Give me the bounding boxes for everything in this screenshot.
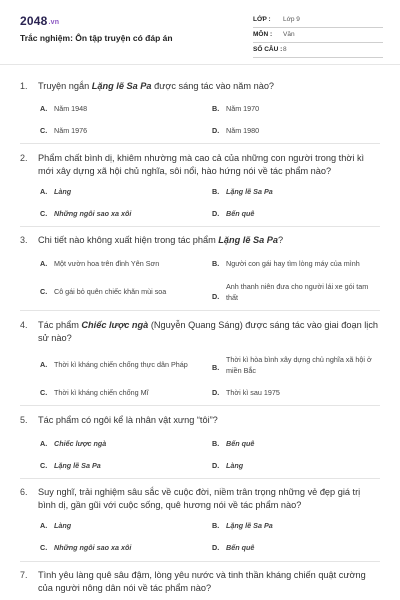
question-divider bbox=[20, 310, 380, 311]
question-number: 4. bbox=[20, 320, 28, 330]
question-number: 5. bbox=[20, 415, 28, 425]
option-text: Thời kì hòa bình xây dựng chủ nghĩa xã hội ở miền Bắc bbox=[226, 355, 372, 375]
option-text: Những ngôi sao xa xôi bbox=[54, 543, 132, 552]
question-text-part: Tác phẩm có ngôi kể là nhân vật xưng “tôi”? bbox=[38, 415, 218, 425]
meta-grade-value: Lớp 9 bbox=[283, 16, 300, 23]
meta-subject-label: MÔN : bbox=[253, 31, 273, 38]
option-text: Năm 1970 bbox=[226, 104, 260, 113]
option-text: Lặng lẽ Sa Pa bbox=[226, 187, 273, 196]
question-text bbox=[20, 152, 380, 178]
question-text bbox=[20, 486, 380, 512]
option-letter: D. bbox=[212, 209, 220, 218]
option-text: Năm 1976 bbox=[54, 126, 88, 135]
option-letter: A. bbox=[40, 521, 48, 530]
option-text: Bến quê bbox=[226, 209, 255, 218]
work-title: Lặng lẽ Sa Pa bbox=[218, 235, 279, 245]
option-text: Thời kì kháng chiến chống Mĩ bbox=[54, 388, 149, 397]
question-number: 7. bbox=[20, 570, 28, 580]
option-letter: D. bbox=[212, 461, 220, 470]
meta-grade bbox=[253, 14, 383, 28]
option-letter: B. bbox=[212, 439, 220, 448]
question-4 bbox=[20, 319, 380, 345]
option-letter: C. bbox=[40, 287, 48, 296]
meta-subject bbox=[253, 29, 383, 43]
option-letter: A. bbox=[40, 360, 48, 369]
question-divider bbox=[20, 405, 380, 406]
option-letter: A. bbox=[40, 259, 48, 268]
question-number: 1. bbox=[20, 81, 28, 91]
question-text bbox=[20, 569, 380, 595]
question-text bbox=[20, 80, 380, 93]
question-number: 2. bbox=[20, 153, 28, 163]
option-letter: A. bbox=[40, 187, 48, 196]
question-3 bbox=[20, 234, 380, 247]
option-text: Bến quê bbox=[226, 543, 255, 552]
option-text: Năm 1948 bbox=[54, 104, 88, 113]
question-7 bbox=[20, 569, 380, 595]
question-text-part: (Nguyễn Quang Sáng) được sáng tác vào giai đoạn lịch sử nào? bbox=[38, 320, 379, 343]
question-number: 6. bbox=[20, 487, 28, 497]
option-letter: C. bbox=[40, 126, 48, 135]
option-text: Năm 1980 bbox=[226, 126, 260, 135]
question-text-part: Suy nghĩ, trải nghiệm sâu sắc về cuộc đời, niềm trân trọng những vẻ đẹp giá trị bình dị, gần gũi với cuộc sống, quê hương nói về tác phẩm nào? bbox=[38, 487, 361, 510]
option-text: Người con gái hay tìm lòng máy của mình bbox=[226, 259, 360, 268]
option-text: Làng bbox=[54, 521, 72, 530]
question-text-part: được sáng tác vào năm nào? bbox=[151, 81, 275, 91]
question-text-part: Chi tiết nào không xuất hiện trong tác phẩm bbox=[38, 235, 219, 245]
question-text-part: Tác phẩm bbox=[38, 320, 82, 330]
option-letter: B. bbox=[212, 104, 220, 113]
option-text: Lặng lẽ Sa Pa bbox=[226, 521, 273, 530]
option-letter: B. bbox=[212, 521, 220, 530]
question-6 bbox=[20, 486, 380, 512]
option-text: Thời kì sau 1975 bbox=[226, 388, 280, 397]
meta-count-label: SỐ CÂU : bbox=[253, 46, 283, 53]
meta-subject-value: Văn bbox=[283, 31, 295, 38]
question-divider bbox=[20, 561, 380, 562]
option-text: Làng bbox=[54, 187, 72, 196]
option-letter: D. bbox=[212, 543, 220, 552]
option-text: Anh thanh niên đưa cho người lái xe gói tam thất bbox=[226, 282, 369, 302]
question-text bbox=[20, 234, 380, 247]
option-text: Bến quê bbox=[226, 439, 255, 448]
header-divider bbox=[0, 64, 400, 65]
meta-grade-label: LỚP : bbox=[253, 16, 271, 23]
work-title: Lặng lẽ Sa Pa bbox=[91, 81, 152, 91]
document-title: Trắc nghiệm: Ôn tập truyện có đáp án bbox=[20, 33, 173, 43]
option-text: Một vườn hoa trên đỉnh Yên Sơn bbox=[54, 259, 160, 268]
meta-count-value: 8 bbox=[283, 46, 287, 53]
question-5 bbox=[20, 414, 380, 427]
question-text-part: Tình yêu làng quê sâu đậm, lòng yêu nước và tinh thần kháng chiến quật cường của người nông dân nói về tác phẩm nào? bbox=[38, 570, 366, 593]
work-title: Chiếc lược ngà bbox=[81, 320, 149, 330]
option-letter: C. bbox=[40, 461, 48, 470]
question-number: 3. bbox=[20, 235, 28, 245]
option-letter: D. bbox=[212, 388, 220, 397]
question-text-part: ? bbox=[278, 235, 284, 245]
question-divider bbox=[20, 478, 380, 479]
question-text bbox=[20, 319, 380, 345]
logo-main: 2048 bbox=[20, 14, 48, 28]
option-text: Cô gái bỏ quên chiếc khăn mùi soa bbox=[54, 287, 167, 296]
option-letter: A. bbox=[40, 104, 48, 113]
question-text-part: Phẩm chất bình dị, khiêm nhường mà cao cả của những con người trong thời kì mới xây dựng xã hội chủ nghĩa, sôi nổi, hào hứng nói về tác phẩm nào? bbox=[38, 153, 365, 176]
option-letter: D. bbox=[212, 126, 220, 135]
option-letter: B. bbox=[212, 363, 220, 372]
meta-count bbox=[253, 44, 383, 58]
option-letter: C. bbox=[40, 388, 48, 397]
page-header bbox=[0, 0, 400, 64]
option-letter: B. bbox=[212, 187, 220, 196]
question-2 bbox=[20, 152, 380, 178]
question-text bbox=[20, 414, 380, 427]
option-letter: A. bbox=[40, 439, 48, 448]
option-text: Những ngôi sao xa xôi bbox=[54, 209, 132, 218]
site-logo[interactable] bbox=[20, 14, 59, 28]
question-divider bbox=[20, 226, 380, 227]
question-divider bbox=[20, 143, 380, 144]
option-text: Chiếc lược ngà bbox=[54, 439, 107, 448]
question-1 bbox=[20, 80, 380, 93]
option-letter: D. bbox=[212, 292, 220, 301]
question-text-part: Truyện ngắn bbox=[38, 81, 92, 91]
option-letter: B. bbox=[212, 259, 220, 268]
option-letter: C. bbox=[40, 543, 48, 552]
option-text: Thời kì kháng chiến chống thực dân Pháp bbox=[54, 360, 188, 369]
option-text: Lặng lẽ Sa Pa bbox=[54, 461, 101, 470]
option-letter: C. bbox=[40, 209, 48, 218]
logo-tld: .vn bbox=[48, 19, 60, 26]
option-text: Làng bbox=[226, 461, 244, 470]
